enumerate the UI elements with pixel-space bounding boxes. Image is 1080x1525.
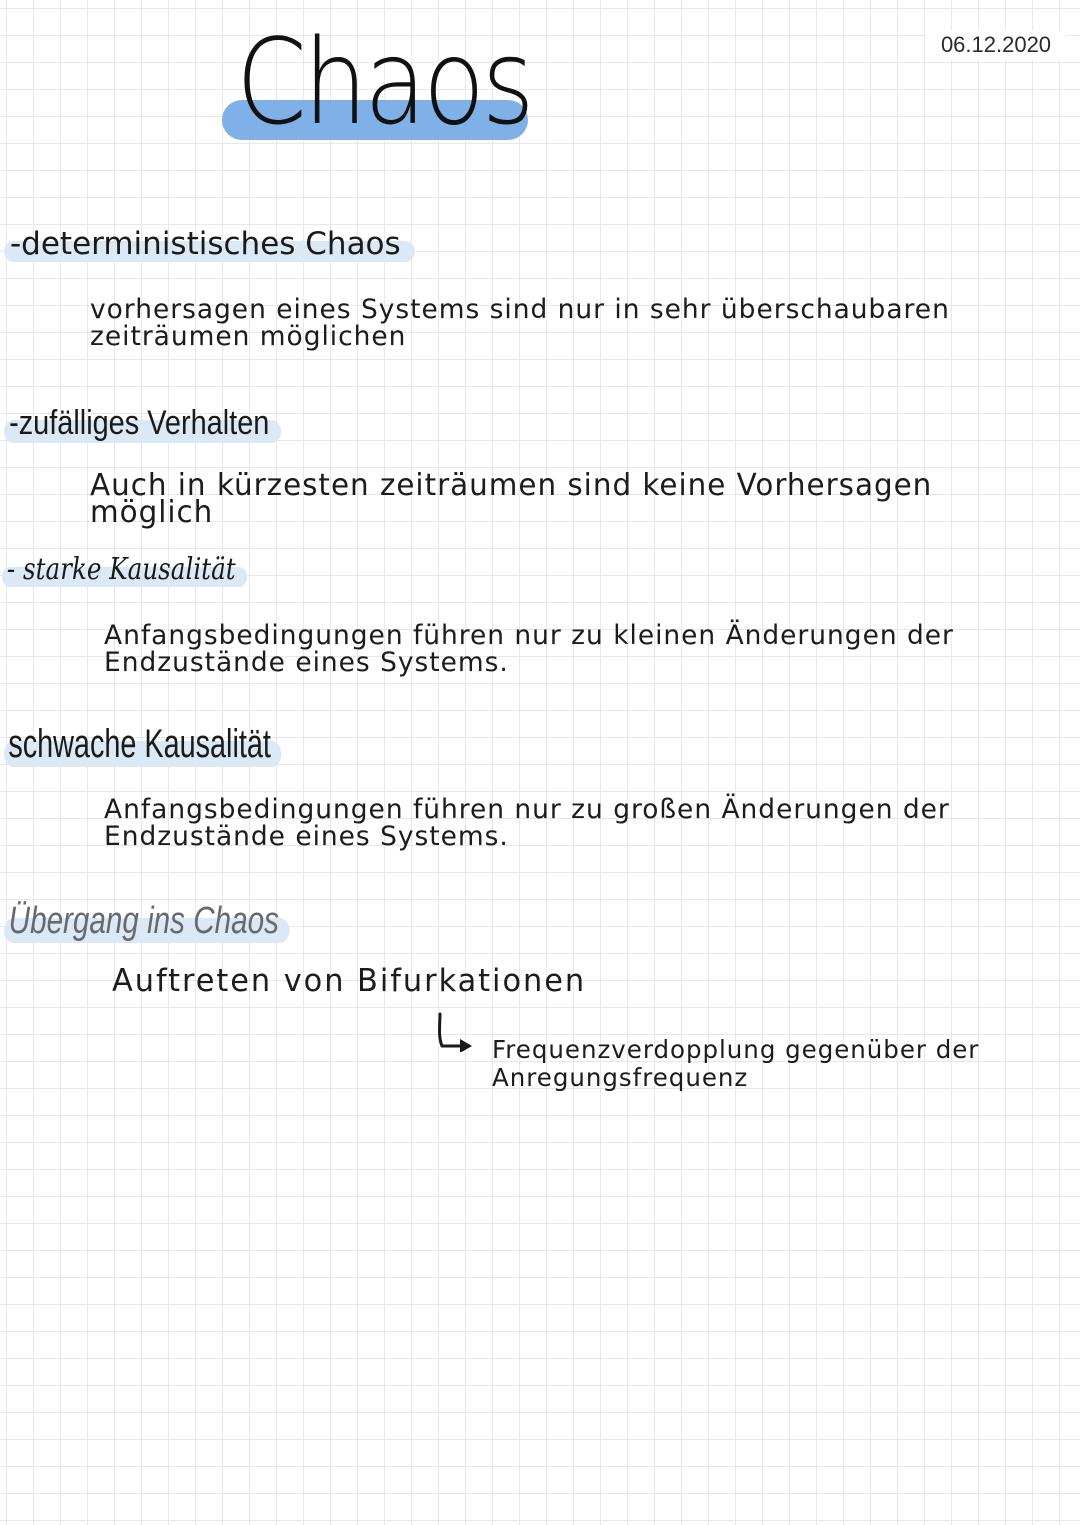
text-starke-kausalitaet: Anfangsbedingungen führen nur zu kleinen Änderungen der Endzustände eines Systems. <box>104 620 954 678</box>
date-label: 06.12.2020 <box>926 30 1066 60</box>
subnote-frequenzverdopplung: Frequenzverdopplung gegenüber der Anregungsfrequenz <box>492 1035 980 1092</box>
heading-deterministisches-chaos: -deterministisches Chaos <box>4 226 415 262</box>
heading-starke-kausalitaet: - starke Kausalität <box>2 552 247 587</box>
text-deterministisches-chaos: vorhersagen eines Systems sind nur in sehr überschaubaren zeiträumen möglichen <box>90 294 950 352</box>
heading-zufaelliges-verhalten: -zufälliges Verhalten <box>4 404 281 443</box>
arrow-icon <box>434 1012 480 1052</box>
page-title: Chaos <box>236 13 532 151</box>
text-schwache-kausalitaet: Anfangsbedingungen führen nur zu großen Änderungen der Endzustände eines Systems. <box>104 794 950 852</box>
heading-schwache-kausalitaet: schwache Kausalität <box>4 722 281 767</box>
text-zufaelliges-verhalten: Auch in kürzesten zeiträumen sind keine Vorhersagen möglich <box>90 468 933 530</box>
text-uebergang-ins-chaos: Auftreten von Bifurkationen <box>112 963 587 999</box>
title-block <box>222 12 542 152</box>
heading-uebergang-ins-chaos: Übergang ins Chaos <box>4 900 290 943</box>
